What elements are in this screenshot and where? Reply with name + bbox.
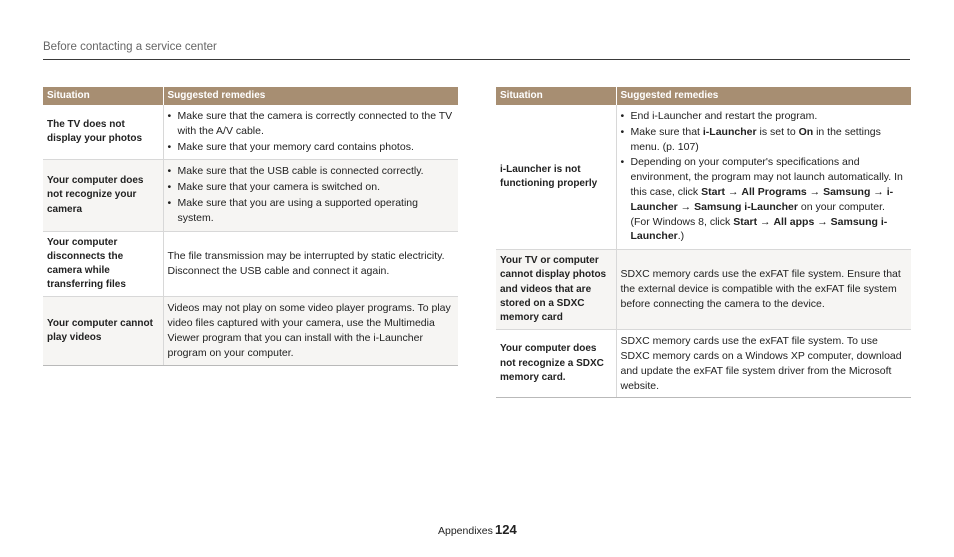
remedy-bullet bbox=[621, 155, 908, 244]
remedy-list bbox=[168, 164, 455, 225]
keyword: Samsung i-Launcher bbox=[694, 200, 798, 213]
troubleshooting-table-right bbox=[496, 87, 911, 398]
situation-cell: Your computer disconnects the camera while transferring files bbox=[43, 231, 163, 297]
remedy-cell: SDXC memory cards use the exFAT file system. To use SDXC memory cards on a Windows XP computer, download and update the exFAT file system driver from the Microsoft website. bbox=[616, 330, 911, 398]
table-header-row bbox=[496, 87, 911, 105]
table-row bbox=[496, 330, 911, 398]
table-row bbox=[43, 160, 458, 231]
arrow-icon: → bbox=[806, 185, 824, 198]
column-header-remedies: Suggested remedies bbox=[163, 87, 458, 105]
remedy-cell: Videos may not play on some video player programs. To play video files captured with your camera, use the Multimedia Viewer program that you can install with the i-Launcher program on your computer. bbox=[163, 297, 458, 365]
keyword: Samsung bbox=[823, 185, 871, 198]
situation-cell: Your TV or computer cannot display photos and videos that are stored on a SDXC memory card bbox=[496, 250, 616, 330]
column-header-situation: Situation bbox=[496, 87, 616, 105]
situation-cell: Your computer does not recognize a SDXC memory card. bbox=[496, 330, 616, 398]
table-row bbox=[43, 105, 458, 160]
remedy-list bbox=[168, 109, 455, 154]
arrow-icon: → bbox=[677, 200, 695, 213]
keyword: Start bbox=[733, 215, 758, 228]
text-run: .) bbox=[677, 230, 685, 243]
remedy-bullet: • Make sure that your memory card contains photos. bbox=[168, 140, 455, 155]
keyword: Start bbox=[701, 185, 726, 198]
remedy-bullet bbox=[621, 125, 908, 155]
arrow-icon: → bbox=[725, 185, 742, 198]
keyword: All apps bbox=[773, 215, 815, 228]
arrow-icon: → bbox=[814, 215, 831, 228]
header-divider bbox=[43, 59, 910, 60]
arrow-icon: → bbox=[870, 185, 887, 198]
column-header-remedies: Suggested remedies bbox=[616, 87, 911, 105]
page-header-title: Before contacting a service center bbox=[43, 41, 217, 53]
remedy-bullet: • Make sure that you are using a supported operating system. bbox=[168, 196, 455, 226]
keyword: All Programs bbox=[741, 185, 807, 198]
situation-cell: Your computer does not recognize your camera bbox=[43, 160, 163, 231]
remedy-list bbox=[621, 109, 908, 244]
table-row bbox=[43, 297, 458, 365]
situation-cell: i-Launcher is not functioning properly bbox=[496, 105, 616, 250]
troubleshooting-table-left bbox=[43, 87, 458, 366]
remedy-cell bbox=[163, 105, 458, 160]
text-run: in the settings menu. (p. 107) bbox=[630, 125, 881, 153]
table-row bbox=[496, 105, 911, 250]
page-number: 124 bbox=[495, 522, 517, 537]
text-run: is set to bbox=[756, 125, 799, 138]
remedy-bullet: • Make sure that your camera is switched on. bbox=[168, 180, 455, 195]
remedy-bullet: • Make sure that the camera is correctly connected to the TV with the A/V cable. bbox=[168, 109, 455, 139]
text-run: Make sure that bbox=[630, 125, 703, 138]
table-row bbox=[496, 250, 911, 330]
remedy-cell: The file transmission may be interrupted by static electricity. Disconnect the USB cable and connect it again. bbox=[163, 231, 458, 297]
remedy-bullet: • End i-Launcher and restart the program. bbox=[621, 109, 908, 124]
keyword: Samsung i-Launcher bbox=[630, 215, 888, 243]
remedy-cell bbox=[616, 105, 911, 250]
remedy-cell: SDXC memory cards use the exFAT file system. Ensure that the external device is compatible with the exFAT file system before connecting the camera to the device. bbox=[616, 250, 911, 330]
remedy-cell bbox=[163, 160, 458, 231]
text-run: on your computer. (For Windows 8, click bbox=[630, 200, 885, 228]
arrow-icon: → bbox=[757, 215, 774, 228]
keyword: On bbox=[798, 125, 814, 138]
keyword: i-Launcher bbox=[630, 185, 894, 213]
footer-section-label: Appendixes bbox=[438, 525, 493, 537]
keyword: i-Launcher bbox=[702, 125, 757, 138]
text-run: Depending on your computer's specifications and environment, the program may not launch automatically. In this case, click bbox=[630, 156, 903, 198]
remedy-bullet: • Make sure that the USB cable is connected correctly. bbox=[168, 164, 455, 179]
table-header-row bbox=[43, 87, 458, 105]
table-row bbox=[43, 231, 458, 297]
column-header-situation: Situation bbox=[43, 87, 163, 105]
situation-cell: Your computer cannot play videos bbox=[43, 297, 163, 365]
situation-cell: The TV does not display your photos bbox=[43, 105, 163, 160]
